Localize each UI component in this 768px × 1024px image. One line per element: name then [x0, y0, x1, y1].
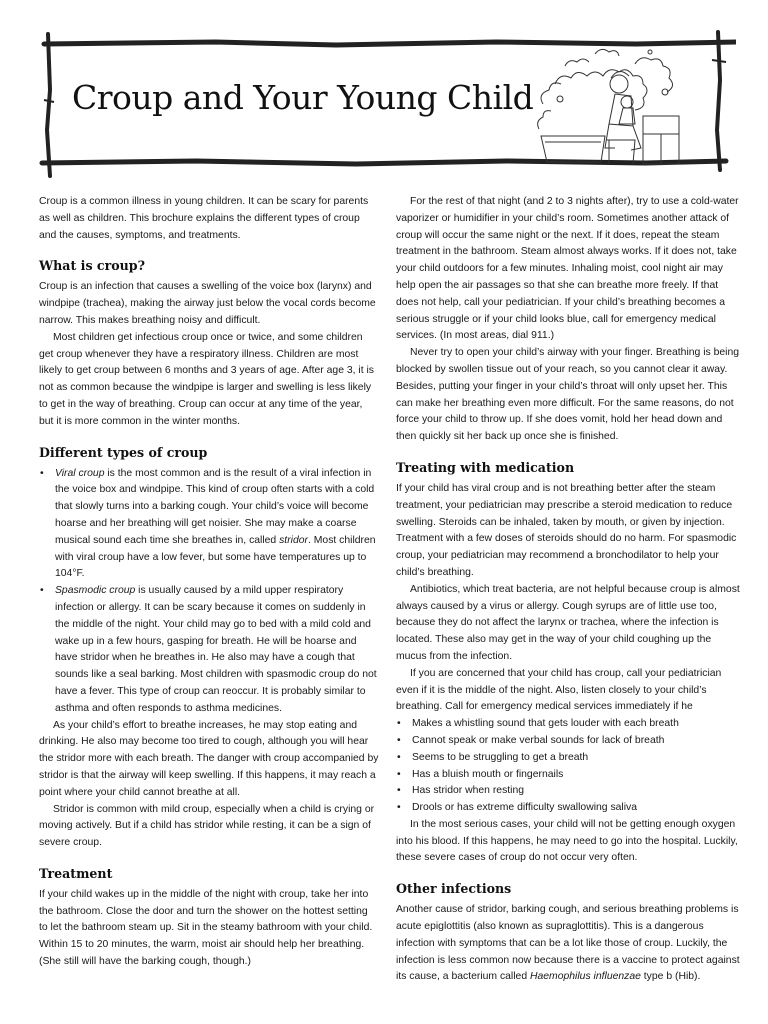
section-heading-other-infections: Other infections — [396, 881, 512, 897]
list-item: • Cannot speak or make verbal sounds for lack of breath — [396, 733, 741, 750]
emergency-signs-list — [396, 716, 741, 817]
spasmodic-croup-term: Spasmodic croup — [55, 585, 136, 597]
what-paragraph-1: Croup is an infection that causes a swelling of the voice box (larynx) and windpipe (trachea), making the airway just below the vocal cords become narrow. This makes breathing noisy and difficult. — [39, 281, 376, 326]
section-heading-medication: Treating with medication — [396, 459, 575, 475]
serious-cases-paragraph: In the most serious cases, your child will not be getting enough oxygen into his blood. If this happens, he may need to go into the hospital. Luckily, these severe cases of croup do not occur very often. — [396, 818, 738, 864]
effort-paragraph: As your child’s effort to breathe increases, he may stop eating and drinking. He also may become too tired to cough, although you will hear the stridor more with each breath. The danger with croup accompanied by stridor is that the airway will keep swelling. If this happens, it may reach a point where your child cannot breathe at all. — [39, 719, 379, 798]
viral-croup-text-a: is the most common and is the result of a viral infection in the voice box and windpipe. This kind of croup often starts with a cold that slowly turns into a barking cough. Your child’s voice will become hoarse and her breathing will get noisier. She may make a coarse musical sound each time she breathes in, called — [55, 467, 375, 546]
medication-paragraph-1: If your child has viral croup and is not breathing better after the steam treatment, your pediatrician may prescribe a steroid medication to reduce swelling. Steroids can be inhaled, taken by mouth, or given by injection. Treatment with a few doses of steroids should do no harm. For spasmodic croup, your pediatrician may recommend a bronchodilator to help your child’s breathing. — [396, 482, 737, 578]
parent-child-steam-bathroom-icon — [535, 44, 685, 169]
treatment-paragraph: If your child wakes up in the middle of the night with croup, take her into the bathroom. Close the door and turn the shower on the hottest setting to let the bathroom steam up. Sit in the steamy bathroom with your child. Within 15 to 20 minutes, the warm, moist air should help her breathing. (She still will have the barking cough, though.) — [39, 888, 373, 968]
other-text-b: type b (Hib). — [640, 971, 701, 983]
list-item-viral-croup — [39, 466, 379, 584]
haemophilus-term: Haemophilus influenzae — [530, 971, 641, 983]
croup-types-list — [39, 466, 379, 718]
medication-paragraph-2: Antibiotics, which treat bacteria, are not helpful because croup is almost always caused by a virus or allergy. Cough syrups are of little use too, because they do not affect the larynx or trachea, where the infection is located. These also may get in the way of your child coughing up the mucus from the infection. — [396, 583, 740, 662]
other-infections-paragraph — [396, 902, 741, 986]
spasmodic-croup-text: is usually caused by a mild upper respiratory infection or allergy. It can be scary because it comes on suddenly in the middle of the night. Your child may go to bed with a mild cold and wake up in a few hours, gasping for breath. He will be hoarse and have stridor when he breathes in. He also may have a cough that sounds like a seal barking. Most children with spasmodic croup do not have a fever. This type of croup can reoccur. It is probably similar to asthma and often responds to asthma medicines. — [55, 585, 377, 714]
list-item: • Seems to be struggling to get a breath — [396, 750, 741, 767]
list-item: • Has a bluish mouth or fingernails — [396, 767, 741, 784]
night-paragraph: For the rest of that night (and 2 to 3 nights after), try to use a cold-water vaporizer or humidifier in your child’s room. Sometimes another attack of croup will occur the same night or the next. If it does, repeat the steam treatment in the bathroom. Steam almost always works. If it does not, take your child outdoors for a few minutes. Inhaling moist, cool night air may help open the air passages so that she can breathe more freely. If that does not help, call your pediatrician. If your child’s breathing becomes a serious struggle or if your child looks blue, call for emergency medical services. (In most areas, dial 911.) — [396, 196, 739, 342]
left-column — [39, 194, 379, 971]
other-text-a: Another cause of stridor, barking cough, and serious breathing problems is acute epiglottitis (also known as supraglottitis). This is a dangerous infection with symptoms that can be a lot like those of croup. Luckily, the infection is less common now because there is a vaccine to protect against its cause, a bacterium called — [396, 904, 740, 983]
list-item: • Makes a whistling sound that gets louder with each breath — [396, 716, 741, 733]
stridor-paragraph: Stridor is common with mild croup, especially when a child is crying or moving actively. But if a child has stridor while resting, it can be a sign of severe croup. — [39, 803, 375, 849]
intro-paragraph: Croup is a common illness in young children. It can be scary for parents as well as children. This brochure explains the different types of croup and the causes, symptoms, and treatments. — [39, 196, 369, 241]
what-paragraph-2: Most children get infectious croup once or twice, and some children get croup whenever they have a respiratory illness. Children are most likely to get croup between 6 months and 3 years of age. After age 3, it is not as common because the windpipe is larger and swelling is less likely to get in the way of breathing. Croup can occur at any time of the year, but it is more common in the winter months. — [39, 331, 375, 427]
stridor-term: stridor — [279, 534, 308, 546]
page-title: Croup and Your Young Child — [72, 78, 534, 117]
section-heading-treatment: Treatment — [39, 865, 113, 881]
list-item: • Has stridor when resting — [396, 783, 741, 800]
list-item: • Drools or has extreme difficulty swallowing saliva — [396, 800, 741, 817]
viral-croup-text-b: . Most children with viral croup have a low fever, but some have temperatures up to 104°F. — [55, 534, 376, 580]
section-heading-types: Different types of croup — [39, 444, 208, 460]
section-heading-what-is-croup: What is croup? — [39, 258, 145, 274]
list-item-spasmodic-croup — [39, 583, 379, 717]
never-paragraph: Never try to open your child’s airway with your finger. Breathing is being blocked by swollen tissue out of your reach, so you cannot clear it away. Besides, putting your finger in your child’s throat will only upset her. This can make her breathing even more difficult. For the same reasons, do not force your child to throw up. If she does vomit, hold her head down and then quickly sit her back up once she is finished. — [396, 347, 740, 443]
right-column — [396, 194, 741, 986]
viral-croup-term: Viral croup — [55, 467, 105, 479]
medication-paragraph-3: If you are concerned that your child has croup, call your pediatrician even if it is the middle of the night. Also, listen closely to your child’s breathing. Call for emergency medical services immediately if he — [396, 667, 722, 713]
